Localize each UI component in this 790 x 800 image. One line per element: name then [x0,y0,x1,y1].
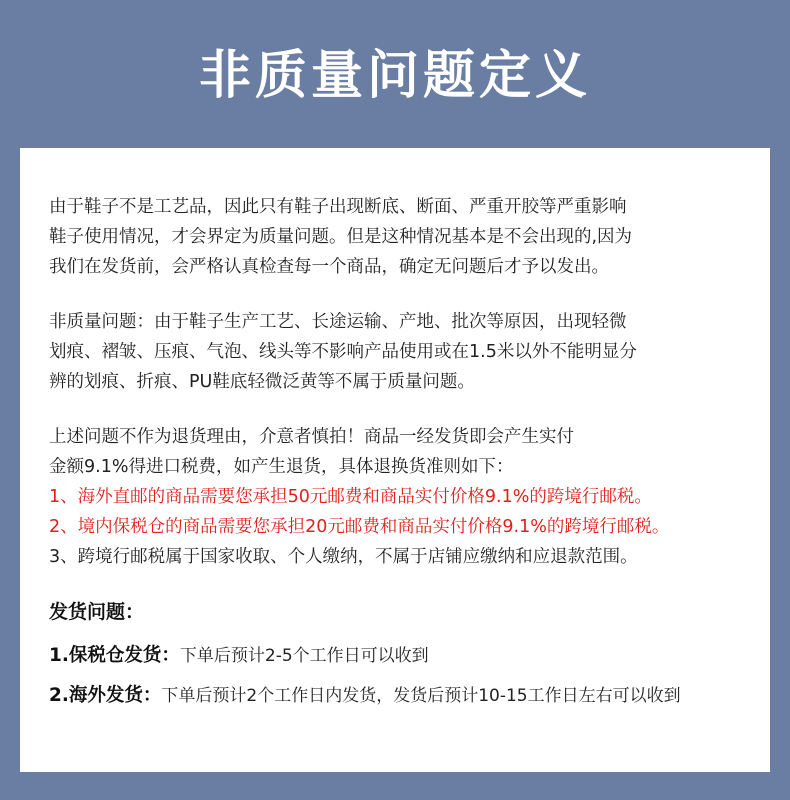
content-card [20,148,770,772]
shipping-item-bonded [49,641,770,671]
text-line: 非质量问题：由于鞋子生产工艺、长途运输、产地、批次等原因，出现轻微 [49,312,627,332]
header-banner [0,28,790,123]
shipping-item-overseas [49,681,770,711]
rule-overseas-direct: 1、海外直邮的商品需要您承担50元邮费和商品实付价格9.1%的跨境行邮税。 [49,487,652,507]
non-quality-paragraph [49,307,770,397]
text-line: 鞋子使用情况，才会界定为质量问题。但是这种情况基本是不会出现的,因为 [49,227,633,247]
text-line: 由于鞋子不是工艺品，因此只有鞋子出现断底、断面、严重开胶等严重影响 [49,197,627,217]
shipping-title: 发货问题： [49,601,145,623]
shipping-item-text: 下单后预计2-5个工作日可以收到 [179,646,429,666]
text-line: 划痕、褶皱、压痕、气泡、线头等不影响产品使用或在1.5米以外不能明显分 [49,342,637,362]
text-line: 金额9.1%得进口税费，如产生退货，具体退换货准则如下： [49,457,514,477]
shipping-section [49,597,770,711]
shipping-item-label: 2.海外发货： [49,685,162,706]
shipping-item-text: 下单后预计2个工作日内发货，发货后预计10-15工作日左右可以收到 [161,686,681,706]
text-line: 上述问题不作为退货理由，介意者慎拍！商品一经发货即会产生实付 [49,427,574,447]
text-line: 我们在发货前，会严格认真检查每一个商品，确定无问题后才予以发出。 [49,257,609,277]
quality-definition-paragraph [49,192,770,282]
rule-cross-border-tax: 3、跨境行邮税属于国家收取、个人缴纳，不属于店铺应缴纳和应退款范围。 [49,547,638,567]
text-line: 辨的划痕、折痕、PU鞋底轻微泛黄等不属于质量问题。 [49,372,475,392]
return-policy-paragraph [49,422,770,572]
rule-bonded-warehouse: 2、境内保税仓的商品需要您承担20元邮费和商品实付价格9.1%的跨境行邮税。 [49,517,670,537]
shipping-item-label: 1.保税仓发货： [49,645,180,666]
page-title: 非质量问题定义 [198,45,591,106]
